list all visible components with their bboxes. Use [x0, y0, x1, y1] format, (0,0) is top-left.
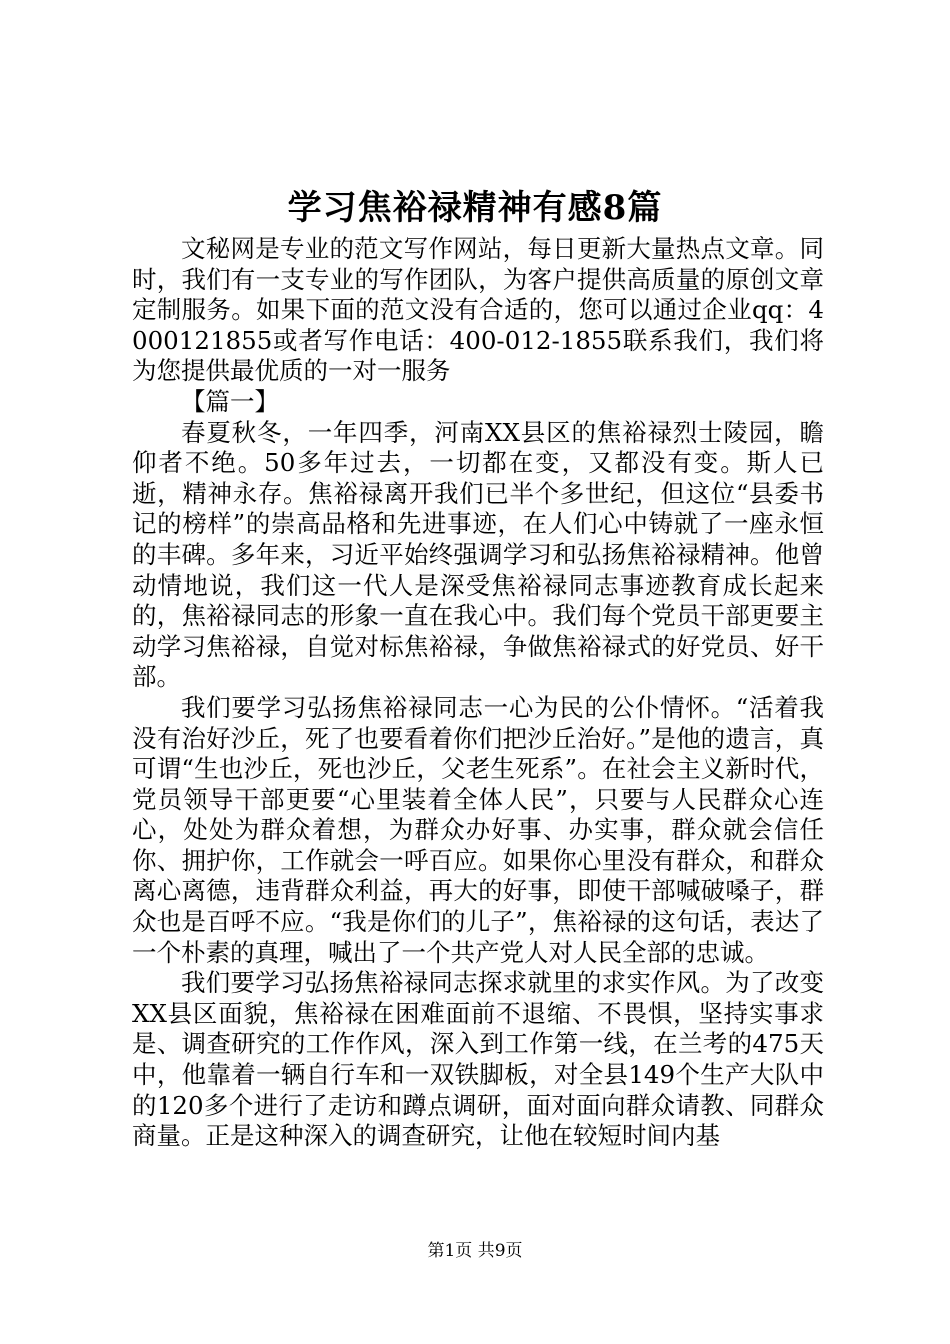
page-footer: 第1页 共9页 — [427, 1241, 523, 1261]
section-heading: 【篇一】 — [181, 386, 279, 416]
body-paragraph-3: 我们要学习弘扬焦裕禄同志探求就里的求实作风。为了改变XX县区面貌，焦裕禄在困难面前不退缩、不畏惧，坚持实事求是、调查研究的工作作风，深入到工作第一线，在兰考的475天中，他靠着一辆自行车和一双铁脚板，对全县149个生产大队中的120多个进行了走访和蹲点调研，面对面向群众请教、同群众商量。正是这种深入的调查研究，让他在较短时间内基 — [132, 968, 824, 1151]
intro-paragraph: 文秘网是专业的范文写作网站，每日更新大量热点文章。同时，我们有一支专业的写作团队，为客户提供高质量的原创文章定制服务。如果下面的范文没有合适的，您可以通过企业qq：4000121855或者写作电话：400-012-1855联系我们，我们将为您提供最优质的一对一服务 — [132, 234, 824, 386]
document-title: 学习焦裕禄精神有感8篇 — [287, 188, 663, 228]
body-paragraph-1: 春夏秋冬，一年四季，河南XX县区的焦裕禄烈士陵园，瞻仰者不绝。50多年过去，一切都在变，又都没有变。斯人已逝，精神永存。焦裕禄离开我们已半个多世纪，但这位“县委书记的榜样”的崇高品格和先进事迹，在人们心中铸就了一座永恒的丰碑。多年来，习近平始终强调学习和弘扬焦裕禄精神。他曾动情地说，我们这一代人是深受焦裕禄同志事迹教育成长起来的，焦裕禄同志的形象一直在我心中。我们每个党员干部更要主动学习焦裕禄，自觉对标焦裕禄，争做焦裕禄式的好党员、好干部。 — [132, 417, 824, 692]
body-paragraph-2: 我们要学习弘扬焦裕禄同志一心为民的公仆情怀。“活着我没有治好沙丘，死了也要看着你们把沙丘治好。”是他的遗言，真可谓“生也沙丘，死也沙丘，父老生死系”。在社会主义新时代，党员领导干部更要“心里装着全体人民”，只要与人民群众心连心，处处为群众着想，为群众办好事、办实事，群众就会信任你、拥护你，工作就会一呼百应。如果你心里没有群众，和群众离心离德，违背群众利益，再大的好事，即使干部喊破嗓子，群众也是百呼不应。“我是你们的儿子”，焦裕禄的这句话，表达了一个朴素的真理，喊出了一个共产党人对人民全部的忠诚。 — [132, 692, 824, 967]
document-body — [132, 234, 824, 1152]
